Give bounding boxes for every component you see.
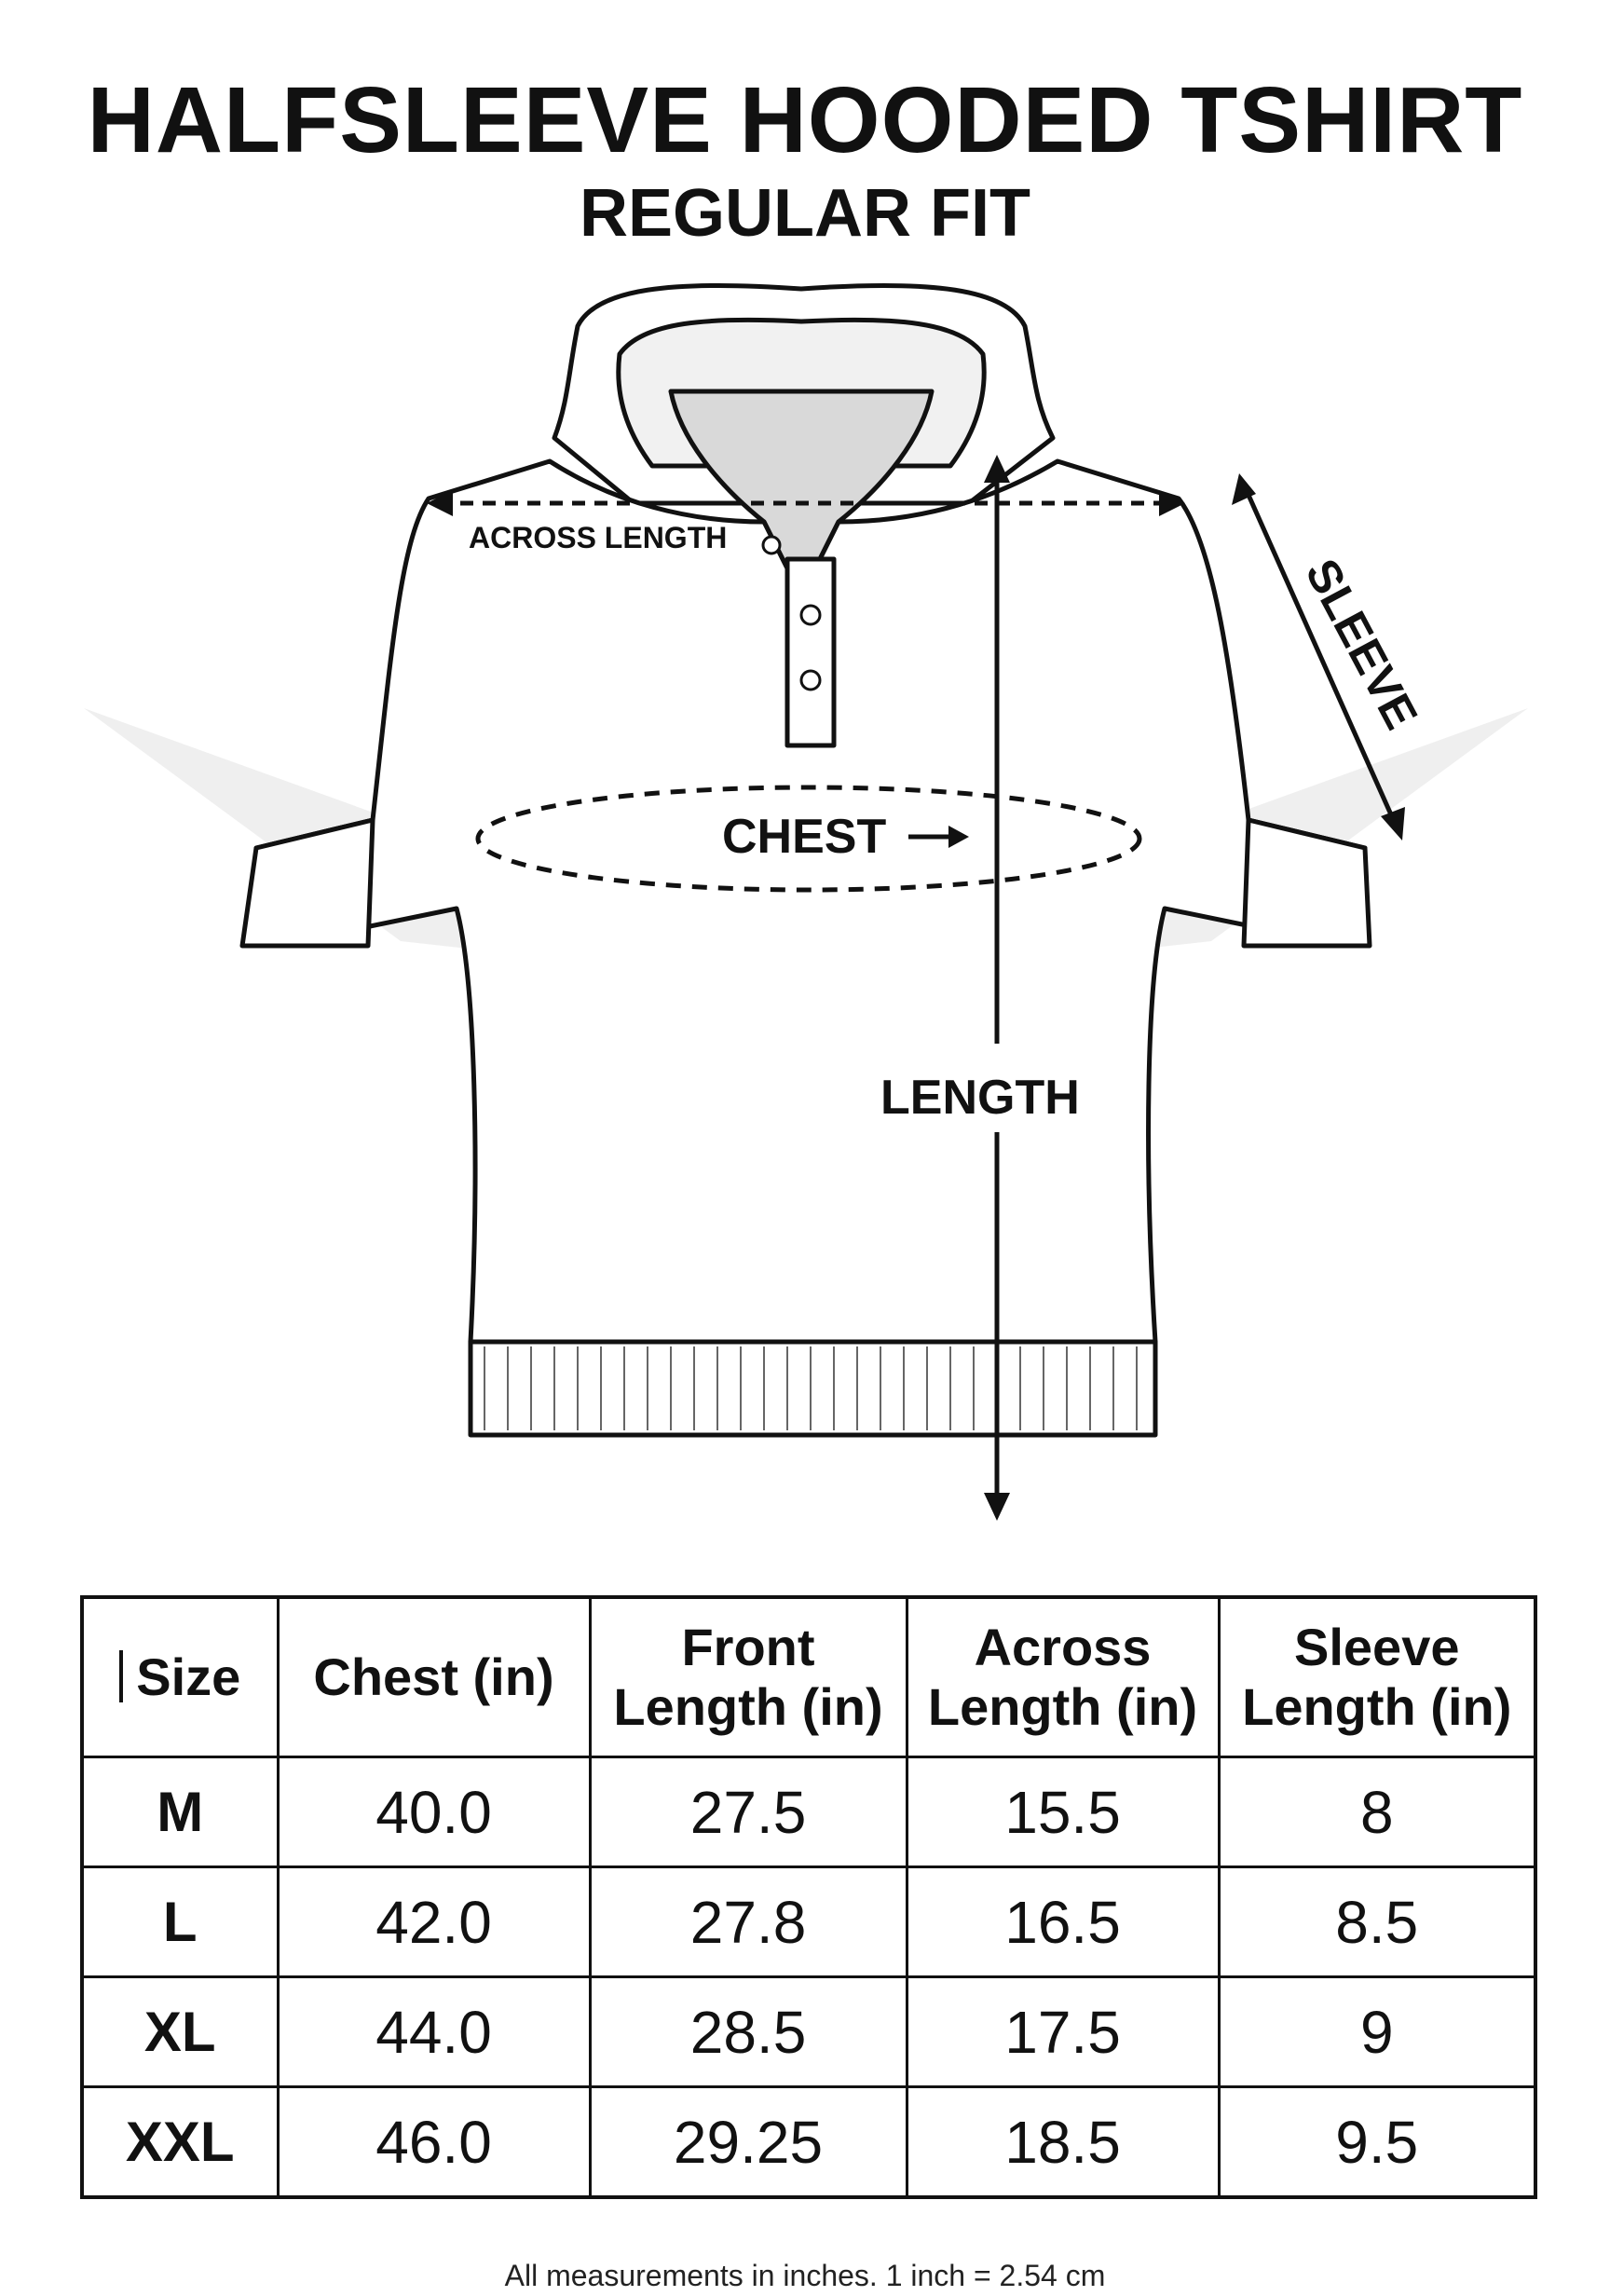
table-row [82,1867,1535,1977]
waistband [471,1342,1155,1435]
sleeve-length-cell: 9 [1219,1977,1535,2087]
size-cell: XXL [82,2087,278,2198]
front-length-cell: 27.5 [590,1757,907,1867]
header-front-length: Front Length (in) [590,1597,907,1757]
table-row [82,2087,1535,2198]
front-length-cell: 28.5 [590,1977,907,2087]
footnote: All measurements in inches. 1 inch = 2.54 cm [504,2259,1106,2292]
bar-mark [119,1650,123,1702]
size-cell: XL [82,1977,278,2087]
header-across-length: Across Length (in) [907,1597,1219,1757]
across-length-cell: 17.5 [907,1977,1219,2087]
table-row [82,1757,1535,1867]
page-title: HALFSLEEVE HOODED TSHIRT [87,68,1523,172]
across-length-label: ACROSS LENGTH [469,521,728,554]
size-cell: L [82,1867,278,1977]
header-sleeve-length: Sleeve Length (in) [1219,1597,1535,1757]
chest-label: CHEST [722,810,887,864]
size-chart-table [80,1595,1537,2199]
sleeve-label: SLEEVE [1295,550,1428,738]
table-header-row [82,1597,1535,1757]
sleeve-length-cell: 8.5 [1219,1867,1535,1977]
front-length-cell: 27.8 [590,1867,907,1977]
chest-cell: 44.0 [278,1977,590,2087]
chest-cell: 42.0 [278,1867,590,1977]
across-length-cell: 16.5 [907,1867,1219,1977]
placket [787,559,834,745]
chest-cell: 40.0 [278,1757,590,1867]
size-cell: M [82,1757,278,1867]
across-length-cell: 15.5 [907,1757,1219,1867]
chest-cell: 46.0 [278,2087,590,2198]
front-length-cell: 29.25 [590,2087,907,2198]
sleeve-length-cell: 9.5 [1219,2087,1535,2198]
header-chest: Chest (in) [278,1597,590,1757]
page-subtitle: REGULAR FIT [580,176,1030,251]
right-cuff [1244,820,1370,946]
hoodie-diagram [0,270,1610,1575]
table-row [82,1977,1535,2087]
header-size: Size [82,1597,278,1757]
length-label: LENGTH [880,1071,1080,1125]
across-length-cell: 18.5 [907,2087,1219,2198]
sleeve-length-cell: 8 [1219,1757,1535,1867]
